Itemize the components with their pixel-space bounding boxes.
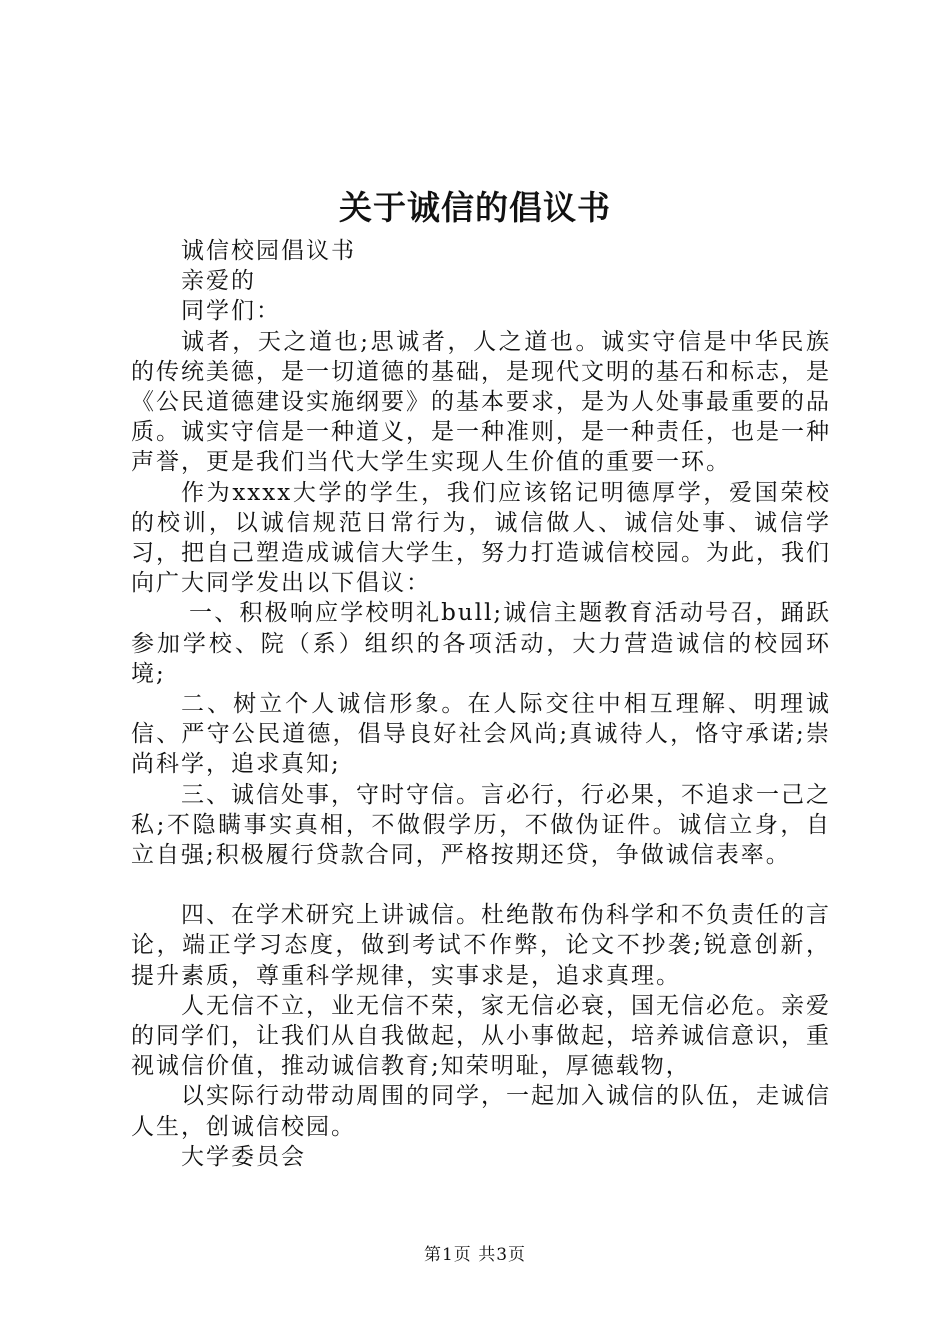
page-number: 第1页 共3页 (423, 1245, 527, 1265)
paragraph-conclusion: 人无信不立，业无信不荣，家无信必衰，国无信必危。亲爱的同学们，让我们从自我做起，从小事做起，培养诚信意识，重视诚信价值，推动诚信教育;知荣明耻，厚德载物， (131, 992, 831, 1080)
paragraph-signature: 大学委员会 (181, 1143, 306, 1170)
paragraph-call-to-action: 以实际行动带动周围的同学，一起加入诚信的队伍，走诚信人生，创诚信校园。 (131, 1083, 831, 1140)
paragraph-subtitle: 诚信校园倡议书 (181, 238, 356, 264)
paragraph-intro: 诚者，天之道也;思诚者，人之道也。诚实守信是中华民族的传统美德，是一切道德的基础，是现代文明的基石和标志，是《公民道德建设实施纲要》的基本要求，是为人处事最重要的品质。诚实守信是一种道义，是一种准则，是一种责任，也是一种声誉，更是我们当代大学生实现人生价值的重要一环。 (131, 328, 831, 476)
document-title: 关于诚信的倡议书 (339, 188, 611, 227)
paragraph-purpose: 作为xxxx大学的学生，我们应该铭记明德厚学，爱国荣校的校训，以诚信规范日常行为，诚信做人、诚信处事、诚信学习，把自己塑造成诚信大学生，努力打造诚信校园。为此，我们向广大同学发出以下倡议： (131, 479, 831, 597)
paragraph-item-3: 三、诚信处事，守时守信。言必行，行必果，不追求一己之私;不隐瞒事实真相，不做假学历，不做伪证件。诚信立身，自立自强;积极履行贷款合同，严格按期还贷，争做诚信表率。 (131, 781, 831, 869)
paragraph-item-2: 二、树立个人诚信形象。在人际交往中相互理解、明理诚信、严守公民道德，倡导良好社会风尚;真诚待人，恪守承诺;崇尚科学，追求真知; (131, 691, 831, 778)
paragraph-item-1: 一、积极响应学校明礼bull;诚信主题教育活动号召，踊跃参加学校、院（系）组织的各项活动，大力营造诚信的校园环境; (131, 600, 831, 687)
paragraph-salutation-2: 同学们： (181, 298, 281, 325)
paragraph-item-4: 四、在学术研究上讲诚信。杜绝散布伪科学和不负责任的言论，端正学习态度，做到考试不作弊，论文不抄袭;锐意创新，提升素质，尊重科学规律，实事求是，追求真理。 (131, 902, 831, 989)
paragraph-salutation-1: 亲爱的 (181, 268, 256, 295)
document-body (131, 236, 831, 1172)
